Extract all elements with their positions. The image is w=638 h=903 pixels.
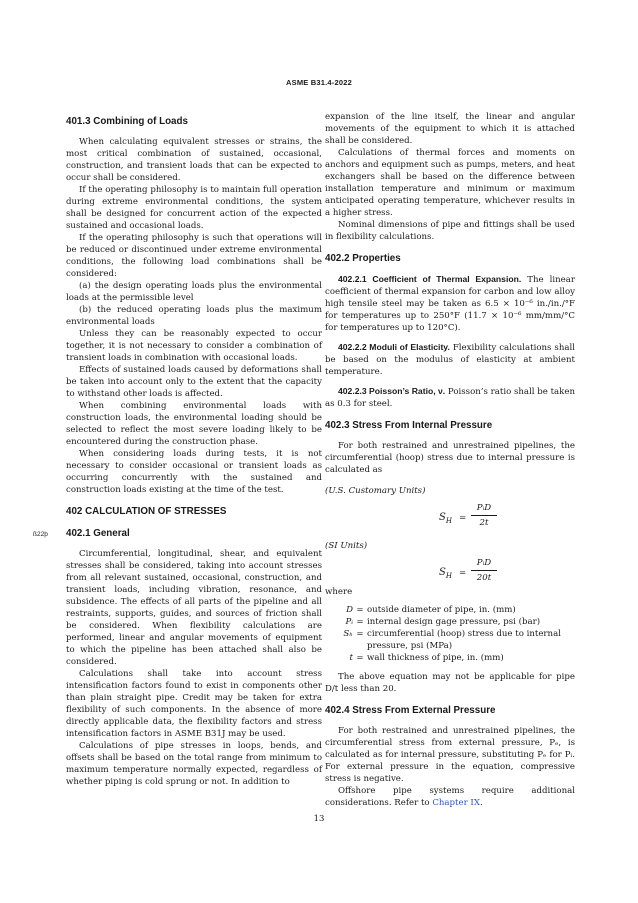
list-item-b: (b) the reduced operating loads plus the maximum environmental loads bbox=[66, 305, 322, 327]
paragraph: Effects of sustained loads caused by deformations shall be taken into account only to the extent that the capacity to withstand other loads is affected. bbox=[66, 365, 322, 399]
paragraph: If the operating philosophy is such that operations will be reduced or discontinued under extreme environmental conditions, the following load combinations shall be considered: bbox=[66, 233, 322, 279]
equals-sign: = bbox=[459, 513, 467, 523]
subsection-402-2-2-text: Flexibility calculations shall be based on the modulus of elasticity at ambient temperature. bbox=[325, 343, 575, 377]
paragraph: Calculations shall take into account stress intensification factors found to exist in components other than plain straight pipe. Credit may be taken for extra flexibility of such components. In the absence of more directly applicable data, the flexibility factors and stress intensification factors in ASME B31J may be used. bbox=[66, 669, 322, 739]
definition-symbol: Pᵢ bbox=[345, 617, 353, 627]
definition-row bbox=[325, 652, 575, 664]
subsection-402-2-3-text: Poisson’s ratio shall be taken as 0.3 for steel. bbox=[325, 387, 576, 409]
subsection-402-2-2-heading: 402.2.2 Moduli of Elasticity. bbox=[338, 342, 450, 352]
equation-lhs-subscript: H bbox=[445, 572, 452, 580]
equation-lhs-symbol: S bbox=[439, 512, 446, 523]
definition-equals: = bbox=[356, 605, 364, 615]
definition-row bbox=[325, 604, 575, 616]
paragraph-with-link bbox=[325, 785, 575, 809]
section-402-heading: 402 CALCULATION OF STRESSES bbox=[66, 506, 227, 517]
si-units-label: (SI Units) bbox=[325, 541, 368, 551]
equation-lhs-symbol: S bbox=[439, 567, 446, 578]
subsection-402-2-2 bbox=[325, 341, 575, 378]
section-402-1-heading-wrap bbox=[33, 528, 322, 540]
paragraph: For both restrained and unrestrained pipelines, the circumferential stress from external pressure, Pₑ, is calculated as for internal pressure, substituting Pₑ for Pᵢ. For external pressure in the equation, compressive stress is negative. bbox=[325, 726, 575, 784]
equals-sign: = bbox=[459, 568, 467, 578]
section-401-3-heading: 401.3 Combining of Loads bbox=[66, 116, 188, 127]
paragraph: Calculations of pipe stresses in loops, bends, and offsets shall be based on the total range from minimum to maximum temperature normally expected, regardless of whether piping is cold sprung or not. In addition to bbox=[66, 741, 322, 787]
hoop-stress-equation-us bbox=[325, 499, 575, 531]
paragraph: For both restrained and unrestrained pipelines, the circumferential (hoop) stress due to internal pressure is calculated as bbox=[325, 441, 575, 475]
paragraph: When combining environmental loads with construction loads, the environmental loading should be selected to reflect the most severe loading likely to be encountered during the construction phase. bbox=[66, 401, 322, 447]
section-402-1-heading: 402.1 General bbox=[66, 528, 130, 539]
chapter-ix-link[interactable]: Chapter IX bbox=[432, 798, 480, 808]
definition-symbol: D bbox=[346, 605, 353, 615]
page-number: 13 bbox=[313, 814, 325, 824]
definition-equals: = bbox=[356, 629, 364, 639]
running-header: ASME B31.4-2022 bbox=[286, 78, 352, 87]
fraction bbox=[471, 502, 497, 529]
subsection-402-2-3-heading: 402.2.3 Poisson’s Ratio, ν. bbox=[338, 386, 446, 396]
list-item-a: (a) the design operating loads plus the environmental loads at the permissible level bbox=[66, 281, 322, 303]
definition-row bbox=[325, 616, 575, 628]
paragraph: Nominal dimensions of pipe and fittings shall be used in flexibility calculations. bbox=[325, 220, 575, 242]
paragraph-text: Offshore pipe systems require additional considerations. Refer to bbox=[325, 786, 575, 808]
definition-symbol: Sₕ bbox=[343, 629, 353, 639]
equation-lhs-subscript: H bbox=[445, 517, 452, 525]
equation-lhs bbox=[439, 567, 452, 582]
us-units-label: (U.S. Customary Units) bbox=[325, 486, 426, 496]
subsection-402-2-1-heading: 402.2.1 Coefficient of Thermal Expansion. bbox=[338, 274, 522, 284]
section-402-4-heading: 402.4 Stress From External Pressure bbox=[325, 705, 496, 716]
subsection-402-2-1 bbox=[325, 273, 575, 334]
definition-text: wall thickness of pipe, in. (mm) bbox=[367, 653, 504, 663]
definition-equals: = bbox=[356, 653, 364, 663]
right-column bbox=[325, 111, 575, 809]
hoop-stress-equation-si bbox=[325, 554, 575, 586]
numerator: PᵢD bbox=[471, 557, 497, 571]
definition-text: internal design gage pressure, psi (bar) bbox=[367, 617, 541, 627]
section-402-3-heading: 402.3 Stress From Internal Pressure bbox=[325, 420, 493, 431]
definition-row bbox=[325, 628, 575, 652]
fraction bbox=[471, 557, 497, 584]
definition-text: outside diameter of pipe, in. (mm) bbox=[367, 605, 516, 615]
section-402-2-heading: 402.2 Properties bbox=[325, 253, 401, 264]
subsection-402-2-3 bbox=[325, 385, 575, 410]
paragraph: Unless they can be reasonably expected to occur together, it is not necessary to consider a combination of transient loads in combination with occasional loads. bbox=[66, 329, 322, 363]
paragraph: Circumferential, longitudinal, shear, and equivalent stresses shall be considered, taking into account stresses from all relevant sustained, occasional, construction, and transient loads, including vibration, resonance, and subsidence. The effects of all parts of the pipeline and all restraints, supports, guides, and sources of friction shall be considered. When flexibility calculations are performed, linear and angular movements of equipment to which the pipeline has been attached shall also be considered. bbox=[66, 549, 322, 667]
subsection-402-2-1-text: The linear coefficient of thermal expansion for carbon and low alloy high tensile steel may be taken as 6.5 × 10⁻⁶ in./in./°F for temperatures up to 250°F (11.7 × 10⁻⁶ mm/mm/°C for temperatures up to 120°C). bbox=[325, 275, 576, 333]
denominator: 20t bbox=[476, 573, 492, 583]
paragraph: If the operating philosophy is to maintain full operation during extreme environmental conditions, the system shall be designed for concurrent action of the expected sustained and occasional loads. bbox=[66, 185, 322, 231]
paragraph: The above equation may not be applicable for pipe D/t less than 20. bbox=[325, 672, 575, 694]
symbol-definitions bbox=[325, 604, 575, 664]
paragraph: Calculations of thermal forces and moments on anchors and equipment such as pumps, meters, and heat exchangers shall be based on the difference between installation temperature and minimum or maximum anticipated operating temperature, whichever results in a higher stress. bbox=[325, 148, 575, 218]
equation-lhs bbox=[439, 512, 452, 527]
definition-symbol: t bbox=[349, 653, 353, 663]
paragraph-end: . bbox=[479, 798, 483, 808]
revision-margin-mark: ß22þ bbox=[33, 531, 48, 538]
where-label: where bbox=[325, 587, 353, 597]
definition-equals: = bbox=[356, 617, 364, 627]
denominator: 2t bbox=[479, 518, 489, 528]
paragraph: expansion of the line itself, the linear and angular movements of the equipment to which it is attached shall be considered. bbox=[325, 112, 575, 146]
numerator: PᵢD bbox=[471, 502, 497, 516]
paragraph: When calculating equivalent stresses or strains, the most critical combination of sustained, occasional, construction, and transient loads that can be expected to occur shall be considered. bbox=[66, 137, 322, 183]
left-column bbox=[33, 116, 322, 788]
definition-text: circumferential (hoop) stress due to internal pressure, psi (MPa) bbox=[367, 629, 561, 651]
paragraph: When considering loads during tests, it is not necessary to consider occasional or transient loads as occurring concurrently with the sustained and construction loads existing at the time of the test. bbox=[66, 449, 322, 495]
